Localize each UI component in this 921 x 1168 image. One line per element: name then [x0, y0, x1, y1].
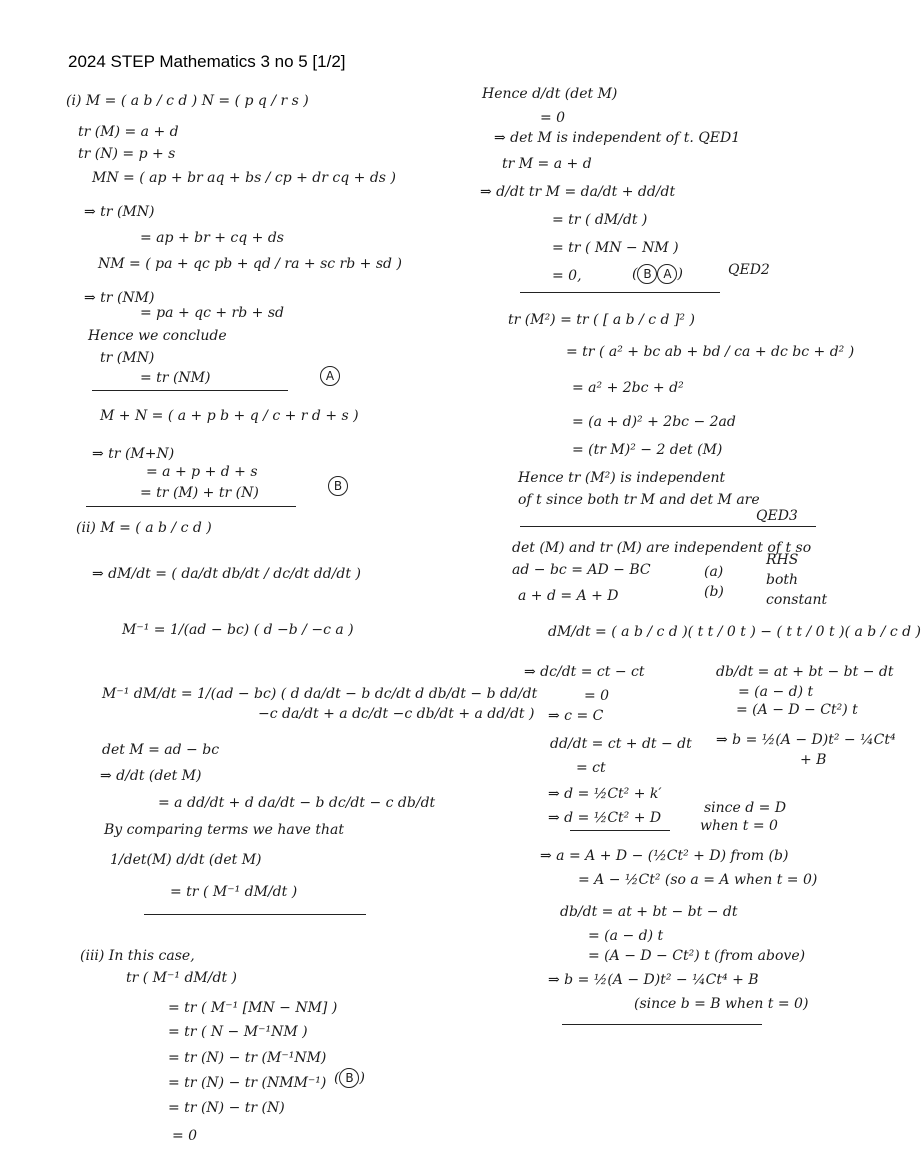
right-math-line: Hence d/dt (det M)	[482, 86, 618, 102]
left-math-line: tr (MN)	[100, 350, 155, 366]
left-math-line: = a + p + d + s	[146, 464, 258, 480]
left-math-line: = pa + qc + rb + sd	[140, 305, 284, 321]
right-math-line: ⇒ d = ½Ct² + k′	[548, 786, 662, 802]
left-math-line: det M = ad − bc	[102, 742, 220, 758]
left-math-line: = tr (N) − tr (M⁻¹NM)	[168, 1050, 327, 1066]
divider	[92, 390, 288, 391]
left-math-line: ⇒ d/dt (det M)	[100, 768, 202, 784]
left-math-line: (ii) M = ( a b / c d )	[76, 520, 212, 536]
label-a-circle: A	[320, 366, 340, 386]
right-math-line: = (a − d) t	[588, 928, 664, 944]
right-math-line: = 0,	[552, 268, 582, 284]
right-math-line: = (A − D − Ct²) t (from above)	[588, 948, 806, 964]
right-math-line: (since b = B when t = 0)	[634, 996, 809, 1012]
label-b-iii-circle: ( B )	[334, 1070, 365, 1086]
divider	[570, 830, 670, 831]
divider	[520, 526, 816, 527]
left-math-line: ⇒ dM/dt = ( da/dt db/dt / dc/dt dd/dt )	[92, 566, 361, 582]
right-math-line: Hence tr (M²) is independent	[518, 470, 726, 486]
left-math-line: = tr ( M⁻¹ [MN − NM] )	[168, 1000, 338, 1016]
right-math-line: dM/dt = ( a b / c d )( t t / 0 t ) − ( t t / 0 t )( a b / c d )	[548, 624, 921, 640]
left-math-line: Hence we conclude	[88, 328, 227, 344]
left-math-line: tr (N) = p + s	[78, 146, 176, 162]
right-math-line: det (M) and tr (M) are independent of t so	[512, 540, 812, 556]
left-math-line: By comparing terms we have that	[104, 822, 344, 838]
right-math-line: db/dt = at + bt − bt − dt	[560, 904, 738, 920]
right-math-line: both	[766, 572, 799, 588]
right-math-line: = tr ( dM/dt )	[552, 212, 648, 228]
left-math-line: (iii) In this case,	[80, 948, 195, 964]
left-math-line: 1/det(M) d/dt (det M)	[110, 852, 262, 868]
divider	[562, 1024, 762, 1025]
page-title: 2024 STEP Mathematics 3 no 5 [1/2]	[68, 52, 346, 71]
right-math-line: = A − ½Ct² (so a = A when t = 0)	[578, 872, 818, 888]
right-math-line: dd/dt = ct + dt − dt	[550, 736, 692, 752]
right-math-line: QED3	[756, 508, 798, 524]
left-math-line: M + N = ( a + p b + q / c + r d + s )	[100, 408, 359, 424]
right-math-line: (b)	[704, 584, 724, 600]
right-math-line: QED2	[728, 262, 770, 278]
right-math-line: RHS	[766, 552, 799, 568]
right-math-line: since d = D	[704, 800, 787, 816]
right-math-line: ⇒ det M is independent of t. QED1	[494, 130, 741, 146]
label-b-circle: B	[328, 476, 348, 496]
right-math-line: tr M = a + d	[502, 156, 592, 172]
left-math-line: = 0	[172, 1128, 198, 1144]
right-math-line: constant	[766, 592, 828, 608]
label-ba-circles: ( B A )	[632, 266, 683, 282]
left-math-line: (i) M = ( a b / c d ) N = ( p q / r s )	[66, 93, 309, 109]
right-math-line: ⇒ d = ½Ct² + D	[548, 810, 662, 826]
left-math-line: NM = ( pa + qc pb + qd / ra + sc rb + sd )	[98, 256, 402, 272]
right-math-line: of t since both tr M and det M are	[518, 492, 760, 508]
left-math-line: ⇒ tr (MN)	[84, 204, 155, 220]
left-math-line: M⁻¹ dM/dt = 1/(ad − bc) ( d da/dt − b dc/dt d db/dt − b dd/dt	[102, 686, 538, 702]
right-math-line: = (tr M)² − 2 det (M)	[572, 442, 723, 458]
left-math-line: ⇒ tr (NM)	[84, 290, 155, 306]
side-note-line: db/dt = at + bt − bt − dt	[716, 664, 894, 680]
right-math-line: ⇒ a = A + D − (½Ct² + D) from (b)	[540, 848, 789, 864]
right-math-line: ⇒ b = ½(A − D)t² − ¼Ct⁴ + B	[548, 972, 759, 988]
right-math-line: when t = 0	[700, 818, 778, 834]
right-math-line: a + d = A + D	[518, 588, 619, 604]
left-math-line: = tr (N) − tr (NMM⁻¹)	[168, 1075, 327, 1091]
right-math-line: = a² + 2bc + d²	[572, 380, 684, 396]
right-math-line: = tr ( MN − NM )	[552, 240, 679, 256]
left-math-line: −c da/dt + a dc/dt −c db/dt + a dd/dt )	[258, 706, 535, 722]
right-math-line: = (a + d)² + 2bc − 2ad	[572, 414, 736, 430]
divider	[520, 292, 720, 293]
right-math-line: ad − bc = AD − BC	[512, 562, 651, 578]
left-math-line: = a dd/dt + d da/dt − b dc/dt − c db/dt	[158, 795, 436, 811]
side-note-line: = (a − d) t	[738, 684, 814, 700]
right-math-line: = tr ( a² + bc ab + bd / ca + dc bc + d² )	[566, 344, 855, 360]
left-math-line: = tr (N) − tr (N)	[168, 1100, 285, 1116]
right-math-line: ⇒ d/dt tr M = da/dt + dd/dt	[480, 184, 676, 200]
left-math-line: = tr ( M⁻¹ dM/dt )	[170, 884, 298, 900]
right-math-line: (a)	[704, 564, 724, 580]
left-math-line: = tr (NM)	[140, 370, 211, 386]
side-note-line: + B	[800, 752, 827, 768]
right-math-line: = 0	[540, 110, 566, 126]
side-note-line: = (A − D − Ct²) t	[736, 702, 858, 718]
left-math-line: = tr ( N − M⁻¹NM )	[168, 1024, 308, 1040]
right-math-line: tr (M²) = tr ( [ a b / c d ]² )	[508, 312, 695, 328]
left-math-line: tr ( M⁻¹ dM/dt )	[126, 970, 237, 986]
right-math-line: = ct	[576, 760, 606, 776]
left-math-line: = tr (M) + tr (N)	[140, 485, 259, 501]
right-math-line: ⇒ c = C	[548, 708, 604, 724]
right-math-line: ⇒ dc/dt = ct − ct	[524, 664, 645, 680]
left-math-line: ⇒ tr (M+N)	[92, 446, 175, 462]
left-math-line: tr (M) = a + d	[78, 124, 179, 140]
right-math-line: = 0	[584, 688, 610, 704]
left-math-line: M⁻¹ = 1/(ad − bc) ( d −b / −c a )	[122, 622, 354, 638]
side-note-line: ⇒ b = ½(A − D)t² − ¼Ct⁴	[716, 732, 896, 748]
divider	[86, 506, 296, 507]
left-math-line: = ap + br + cq + ds	[140, 230, 284, 246]
divider	[144, 914, 366, 915]
left-math-line: MN = ( ap + br aq + bs / cp + dr cq + ds )	[92, 170, 396, 186]
